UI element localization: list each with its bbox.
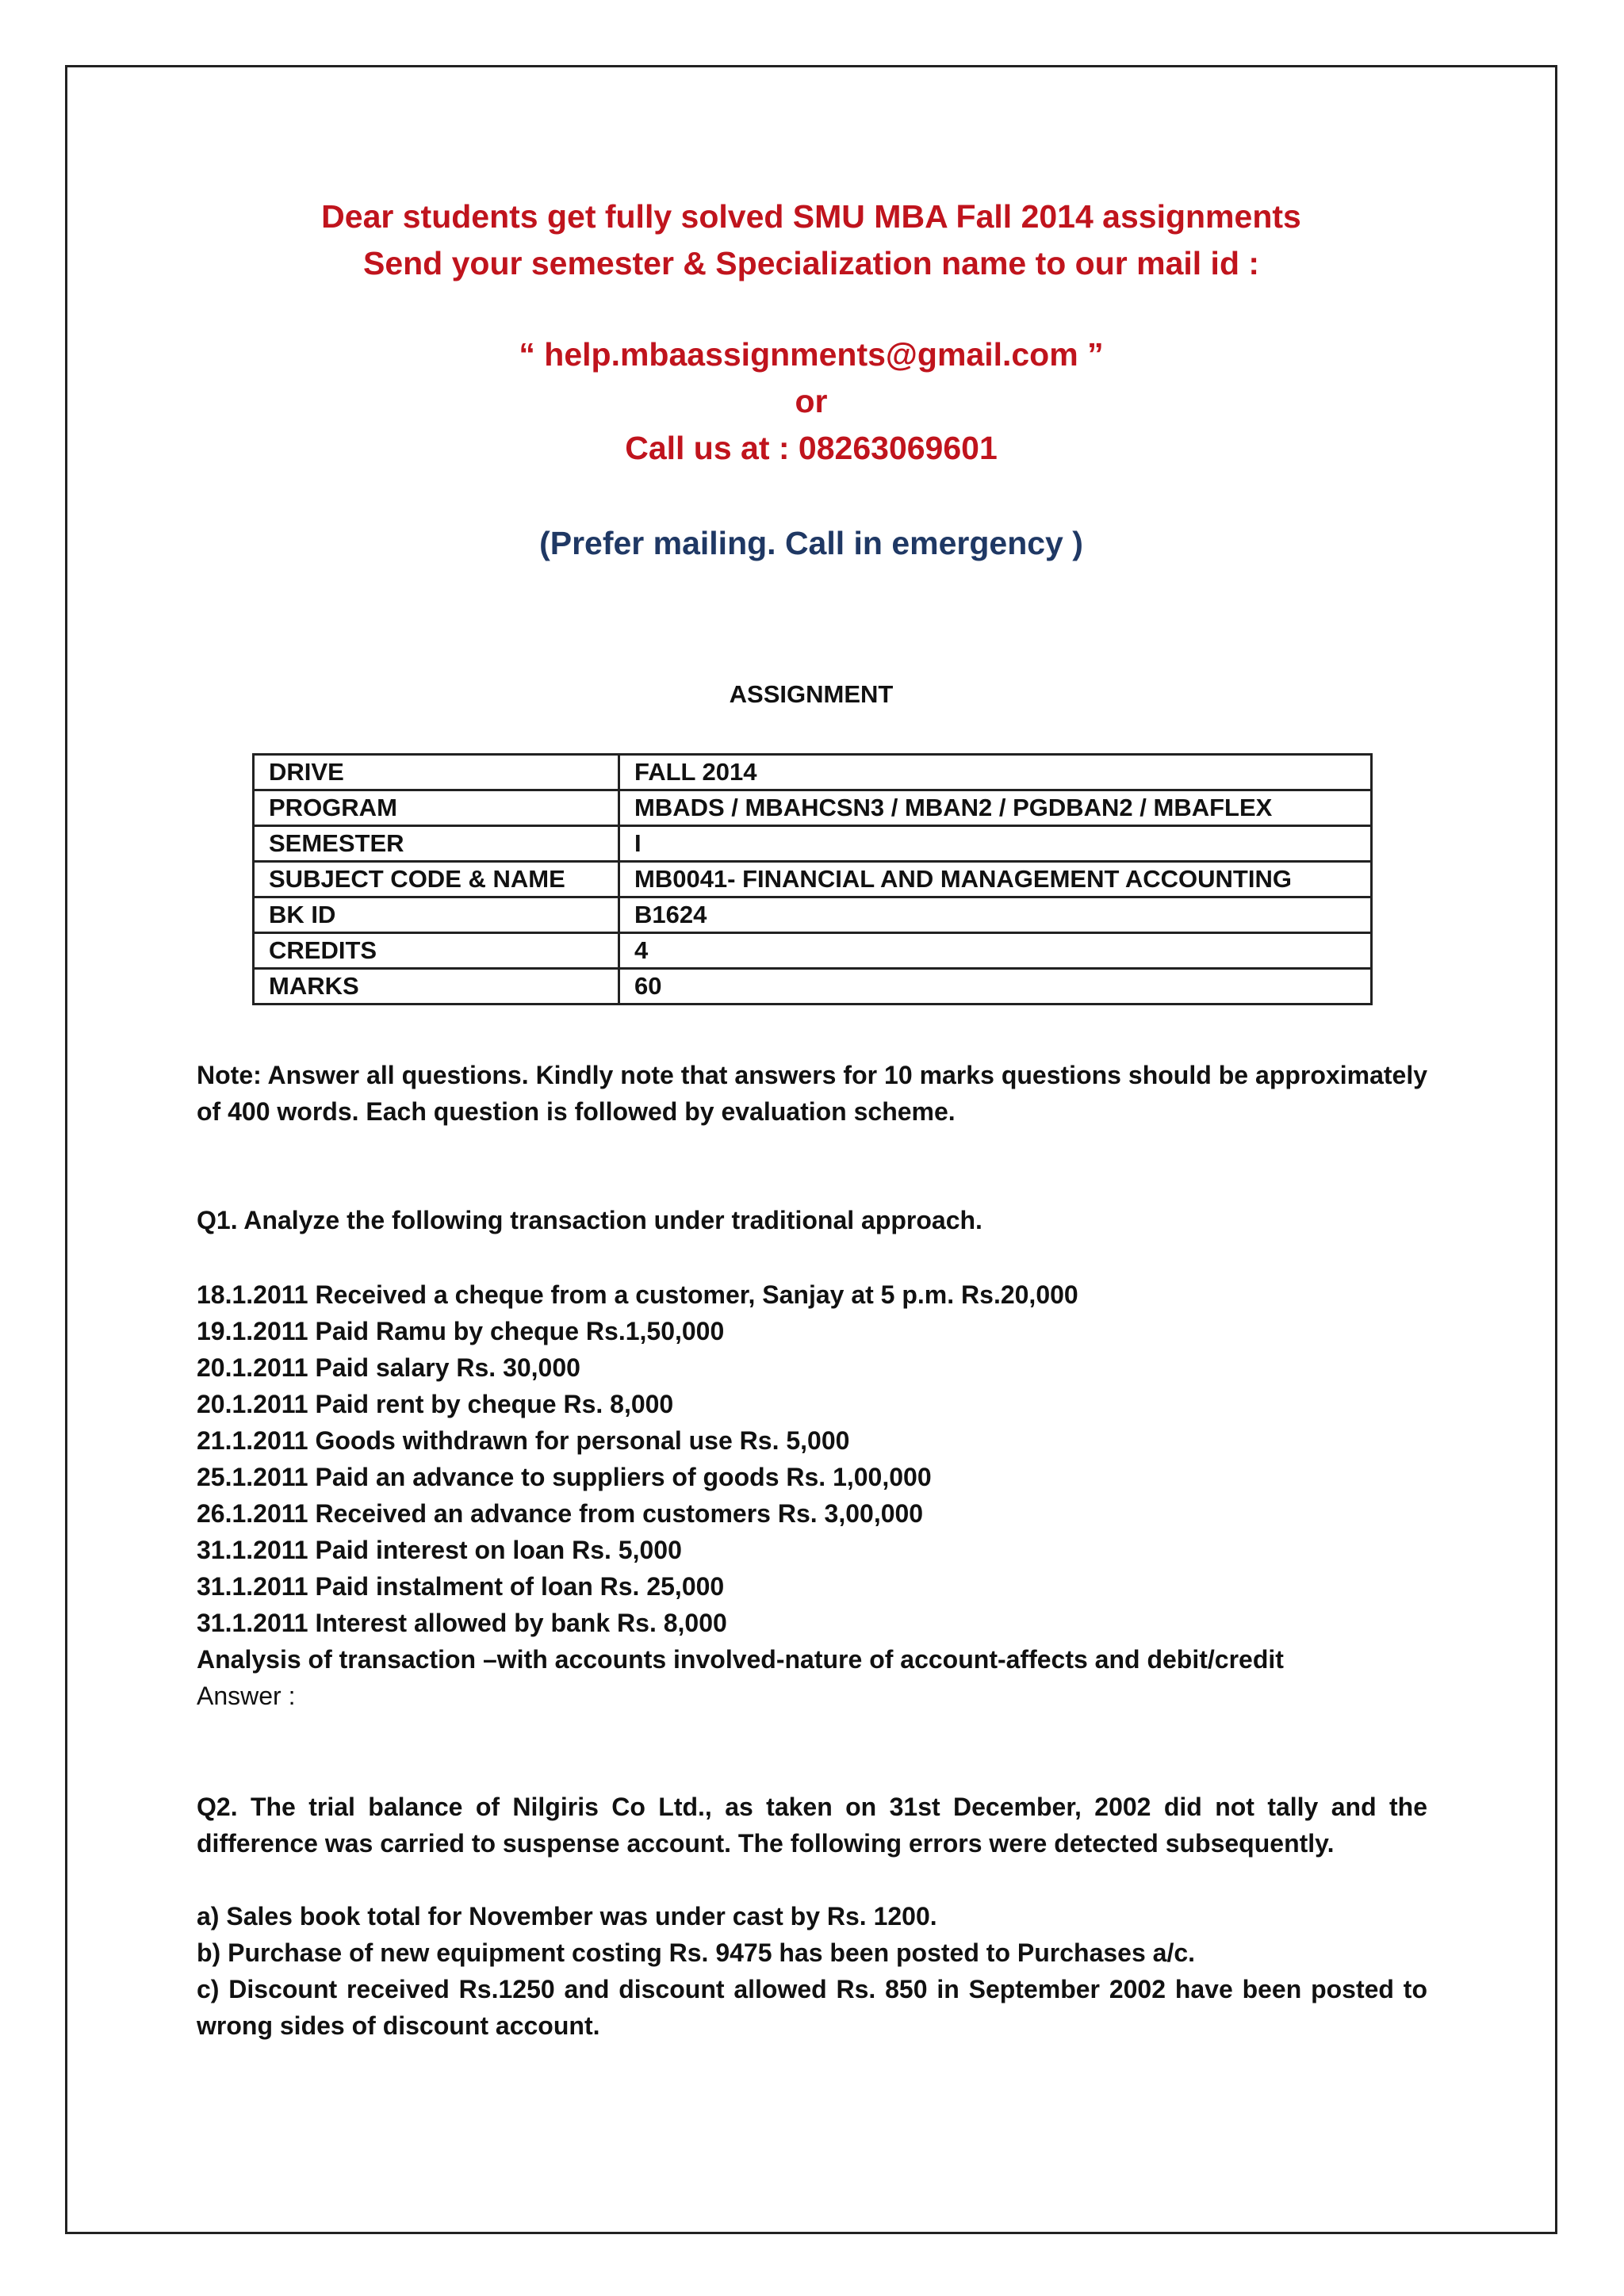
row-key: PROGRAM — [254, 790, 619, 826]
table-row — [254, 969, 1372, 1004]
row-key: MARKS — [254, 969, 619, 1004]
assignment-heading: ASSIGNMENT — [729, 680, 894, 708]
promo-call: Call us at : 08263069601 — [625, 430, 998, 466]
error-item: b) Purchase of new equipment costing Rs. 9475 has been posted to Purchases a/c. — [197, 1938, 1196, 1967]
row-key: CREDITS — [254, 933, 619, 969]
transaction-line: 20.1.2011 Paid salary Rs. 30,000 — [197, 1353, 580, 1382]
row-key: DRIVE — [254, 755, 619, 790]
row-value: MBADS / MBAHCSN3 / MBAN2 / PGDBAN2 / MBAFLEX — [619, 790, 1372, 826]
transaction-line: 19.1.2011 Paid Ramu by cheque Rs.1,50,000 — [197, 1317, 725, 1345]
promo-line-1: Dear students get fully solved SMU MBA Fall 2014 assignments — [321, 198, 1301, 235]
q1-answer-label: Answer : — [197, 1682, 296, 1710]
table-row — [254, 862, 1372, 897]
transaction-line: 31.1.2011 Paid interest on loan Rs. 5,000 — [197, 1536, 682, 1564]
transaction-line: 25.1.2011 Paid an advance to suppliers of goods Rs. 1,00,000 — [197, 1463, 932, 1491]
note-paragraph: Note: Answer all questions. Kindly note that answers for 10 marks questions should be approximately of 400 words. Each question is followed by evaluation scheme. — [197, 1061, 1427, 1126]
transaction-line: 18.1.2011 Received a cheque from a customer, Sanjay at 5 p.m. Rs.20,000 — [197, 1280, 1078, 1309]
transaction-line: 26.1.2011 Received an advance from customers Rs. 3,00,000 — [197, 1499, 924, 1528]
transaction-line: 31.1.2011 Interest allowed by bank Rs. 8,000 — [197, 1609, 727, 1637]
row-value: 4 — [619, 933, 1372, 969]
row-key: SEMESTER — [254, 826, 619, 862]
assignment-info-table — [252, 753, 1373, 1005]
row-key: SUBJECT CODE & NAME — [254, 862, 619, 897]
table-row — [254, 755, 1372, 790]
q2-title: Q2. The trial balance of Nilgiris Co Ltd., as taken on 31st December, 2002 did not tally and the difference was carried to suspense account. The following errors were detected subsequently. — [197, 1793, 1427, 1858]
table-row — [254, 897, 1372, 933]
transaction-line: 21.1.2011 Goods withdrawn for personal use Rs. 5,000 — [197, 1426, 850, 1455]
q1-analysis: Analysis of transaction –with accounts involved-nature of account-affects and debit/credit — [197, 1645, 1284, 1674]
row-key: BK ID — [254, 897, 619, 933]
promo-line-2: Send your semester & Specialization name to our mail id : — [362, 245, 1260, 281]
row-value: I — [619, 826, 1372, 862]
q1-title: Q1. Analyze the following transaction under traditional approach. — [197, 1206, 982, 1234]
transaction-line: 20.1.2011 Paid rent by cheque Rs. 8,000 — [197, 1390, 674, 1418]
row-value: MB0041- FINANCIAL AND MANAGEMENT ACCOUNTING — [619, 862, 1372, 897]
error-item: c) Discount received Rs.1250 and discount allowed Rs. 850 in September 2002 have been posted to wrong sides of discount account. — [197, 1975, 1427, 2040]
promo-prefer: (Prefer mailing. Call in emergency ) — [539, 525, 1083, 561]
promo-or: or — [795, 383, 828, 419]
table-row — [254, 933, 1372, 969]
row-value: B1624 — [619, 897, 1372, 933]
row-value: FALL 2014 — [619, 755, 1372, 790]
table-row — [254, 826, 1372, 862]
row-value: 60 — [619, 969, 1372, 1004]
transaction-line: 31.1.2011 Paid instalment of loan Rs. 25,000 — [197, 1572, 725, 1601]
error-item: a) Sales book total for November was under cast by Rs. 1200. — [197, 1902, 937, 1931]
promo-email: “ help.mbaassignments@gmail.com ” — [519, 336, 1104, 373]
table-row — [254, 790, 1372, 826]
